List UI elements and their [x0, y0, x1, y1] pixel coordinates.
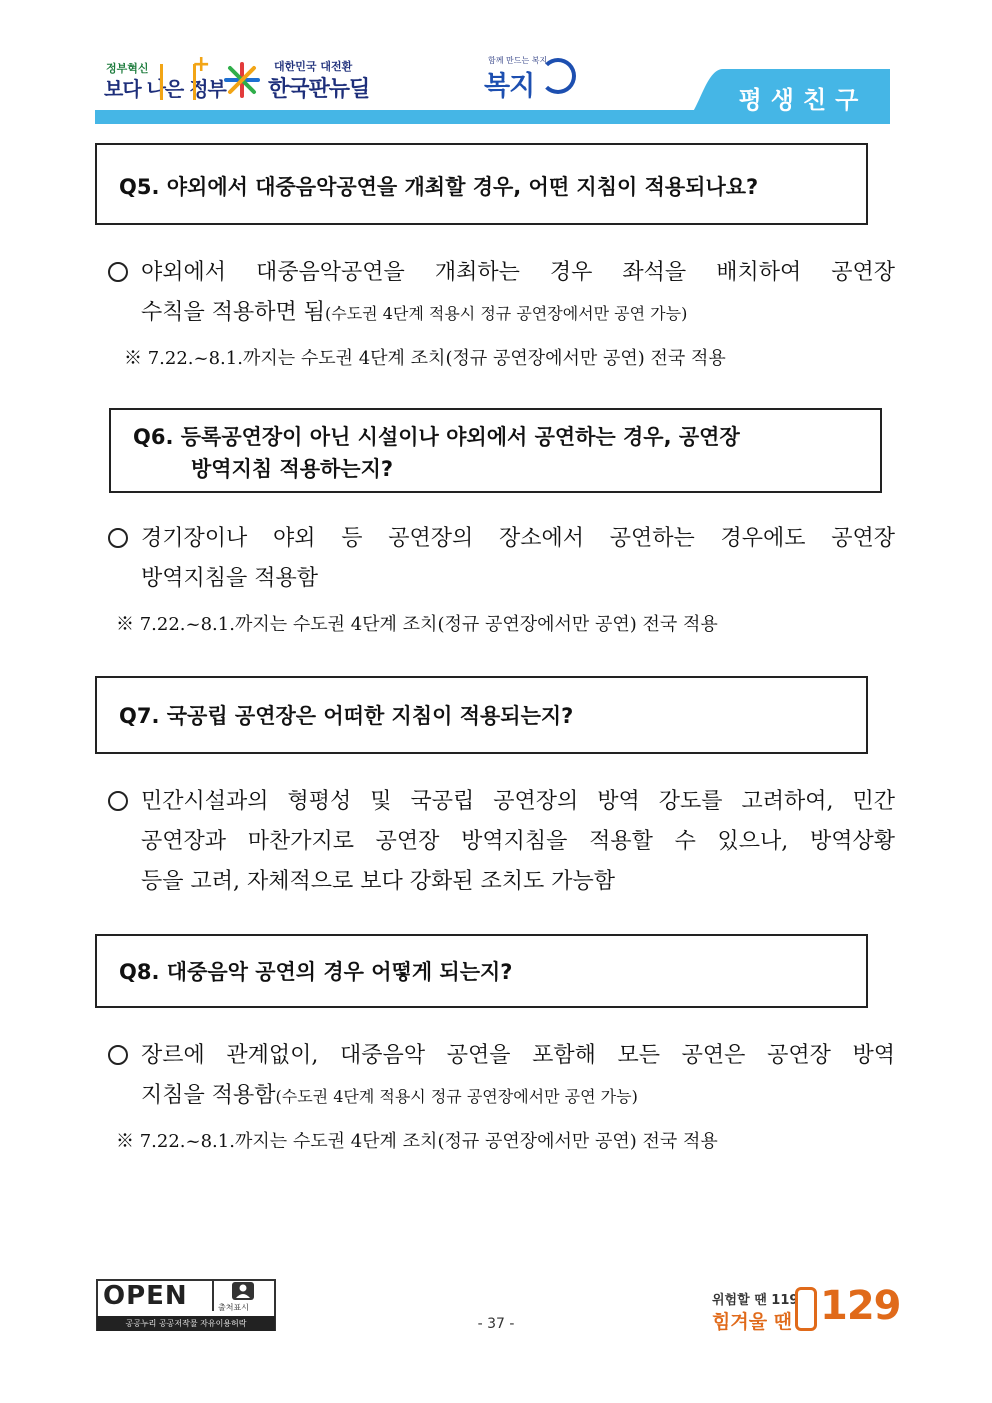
- bokji-ring-icon: [540, 58, 576, 94]
- gov-innovation-small-text: 정부혁신: [106, 62, 149, 75]
- newdeal-logo-text: 한국판뉴딜: [268, 77, 370, 102]
- help-line-small-text: 위험할 땐 119: [712, 1293, 799, 1308]
- gov-innovation-bracket-icon: [160, 64, 196, 100]
- help-line-number: 129: [820, 1283, 901, 1329]
- answer-bullet-icon: [108, 1045, 128, 1065]
- answer-line: 등을 고려, 자체적으로 보다 강화된 조치도 가능함: [141, 869, 615, 894]
- plus-icon: +: [192, 52, 211, 77]
- phone-icon: [795, 1287, 817, 1331]
- answer-small-text: (수도권 4단계 적용시 정규 공연장에서만 공연 가능): [275, 1087, 638, 1106]
- question-text: Q5. 야외에서 대중음악공연을 개최할 경우, 어떤 지침이 적용되나요?: [119, 175, 759, 199]
- answer-line: 방역지침을 적용함: [141, 566, 319, 591]
- answer-line: 수칙을 적용하면 됨(수도권 4단계 적용시 정규 공연장에서만 공연 가능): [141, 300, 688, 325]
- answer-small-text: (수도권 4단계 적용시 정규 공연장에서만 공연 가능): [325, 304, 688, 323]
- question-text: Q6. 등록공연장이 아닌 시설이나 야외에서 공연하는 경우, 공연장: [133, 425, 740, 449]
- help-line-main-text: 힘겨울 땐: [712, 1311, 793, 1333]
- section-tab-label: 평생친구: [738, 86, 868, 114]
- question-box-q7: [95, 676, 868, 754]
- answer-line: 경기장이나 야외 등 공연장의 장소에서 공연하는 경우에도 공연장: [141, 526, 895, 551]
- answer-bullet-icon: [108, 262, 128, 282]
- attribution-label: 출처표시: [218, 1303, 249, 1312]
- question-box-q5: [95, 143, 868, 225]
- person-icon: [214, 1281, 272, 1301]
- question-box-q6: [109, 408, 882, 493]
- page-number: - 37 -: [477, 1316, 515, 1332]
- answer-bullet-icon: [108, 791, 128, 811]
- answer-line: 공연장과 마찬가지로 공연장 방역지침을 적용할 수 있으나, 방역상황: [141, 829, 895, 854]
- answer-line: 야외에서 대중음악공연을 개최하는 경우 좌석을 배치하여 공연장: [141, 260, 895, 285]
- question-box-q8: [95, 934, 868, 1008]
- open-license-label: OPEN: [103, 1281, 188, 1311]
- bokji-logo-text: 복지: [484, 71, 535, 102]
- answer-bullet-icon: [108, 528, 128, 548]
- question-text: Q8. 대중음악 공연의 경우 어떻게 되는지?: [119, 960, 513, 984]
- newdeal-small-text: 대한민국 대전환: [274, 60, 353, 73]
- answer-line: 지침을 적용함(수도권 4단계 적용시 정규 공연장에서만 공연 가능): [141, 1083, 638, 1108]
- note-text: ※ 7.22.~8.1.까지는 수도권 4단계 조치(정규 공연장에서만 공연) 전국 적용: [116, 1131, 718, 1152]
- answer-line: 장르에 관계없이, 대중음악 공연을 포함해 모든 공연은 공연장 방역: [141, 1043, 895, 1068]
- note-text: ※ 7.22.~8.1.까지는 수도권 4단계 조치(정규 공연장에서만 공연) 전국 적용: [124, 348, 726, 369]
- bokji-small-text: 함께 만드는 복지: [488, 56, 548, 65]
- newdeal-star-icon: [224, 62, 260, 98]
- note-text: ※ 7.22.~8.1.까지는 수도권 4단계 조치(정규 공연장에서만 공연) 전국 적용: [116, 614, 718, 635]
- question-text: 방역지침 적용하는지?: [191, 457, 394, 481]
- gov-innovation-logo-text: 보다 나은 정부: [104, 77, 226, 101]
- question-text: Q7. 국공립 공연장은 어떠한 지침이 적용되는지?: [119, 704, 574, 728]
- open-license-caption: 공공누리 공공저작물 자유이용허락: [97, 1316, 275, 1331]
- answer-line: 민간시설과의 형평성 및 국공립 공연장의 방역 강도를 고려하여, 민간: [141, 789, 895, 814]
